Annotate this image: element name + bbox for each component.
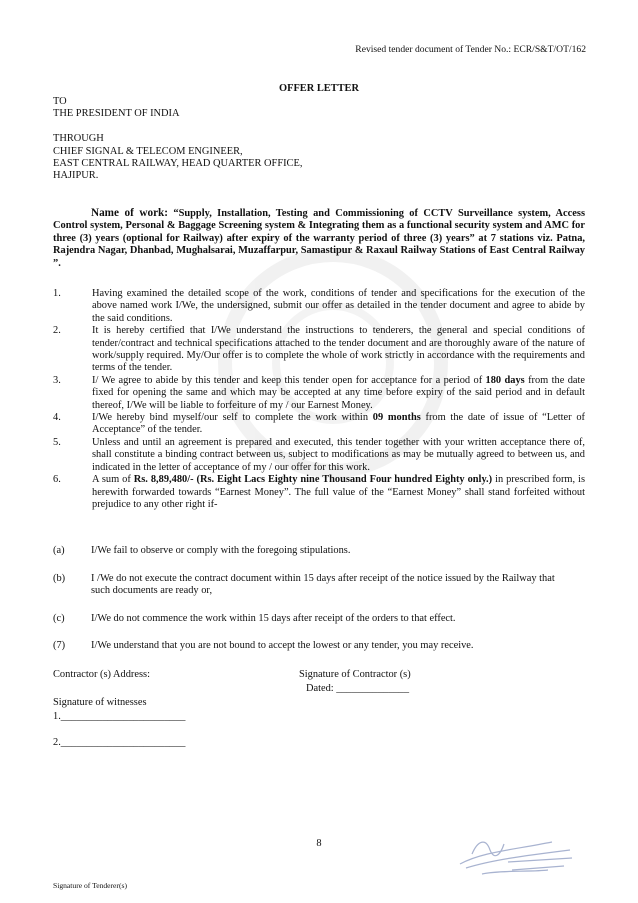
item-number: 2. — [53, 325, 61, 337]
list-item — [53, 437, 585, 474]
contractor-address-label: Contractor (s) Address: — [53, 669, 150, 680]
condition-item — [53, 613, 585, 625]
witness-1-line: 1.________________________ — [53, 711, 186, 722]
terms-list — [53, 288, 585, 511]
earnest-money-amount: Rs. 8,89,480/- (Rs. Eight Lacs Eighty nine Thousand Four hundred Eighty only.) — [133, 474, 493, 486]
item-text: Having examined the detailed scope of the work, conditions of tender and specifications for the execution of the above named work I/We, the undersigned, submit our offer as detailed in the tender document and agree to abide by the said conditions. — [92, 288, 585, 324]
item-number: 5. — [53, 436, 61, 448]
address-line: EAST CENTRAL RAILWAY, HEAD QUARTER OFFICE, — [53, 157, 303, 169]
condition-number: (b) — [53, 573, 66, 584]
witness-2-line: 2.________________________ — [53, 737, 186, 748]
condition-number: (c) — [53, 613, 65, 624]
address-line — [53, 121, 302, 133]
dated-field: Dated: ______________ — [306, 683, 410, 694]
page-number: 8 — [316, 838, 322, 849]
item-text — [92, 474, 585, 511]
condition-item — [53, 573, 558, 598]
page-title: OFFER LETTER — [279, 83, 359, 94]
name-of-work-text: “Supply, Installation, Testing and Commissioning of CCTV Surveillance system, Access Control system, Personal & Baggage Screening system & Integrating them as a functional security system and AMC for three (3) years (optional for Railway) after expiry of the warranty period of three (3) years” at 7 stations viz. Patna, Rajendra Nagar, Dhanbad, Mughalsarai, Muzaffarpur, Samastipur & Raxaul Railway Stations of East Central Railway ”. — [53, 208, 585, 269]
condition-text: I/We fail to observe or comply with the foregoing stipulations. — [91, 545, 351, 556]
address-line: CHIEF SIGNAL & TELECOM ENGINEER, — [53, 145, 243, 157]
condition-text: I/We understand that you are not bound to accept the lowest or any tender, you may receive. — [91, 640, 474, 651]
condition-number: (7) — [53, 640, 66, 651]
list-item — [53, 375, 585, 412]
list-item — [53, 412, 585, 437]
completion-period: 09 months — [372, 412, 421, 424]
list-item — [53, 474, 585, 511]
item-text-part: from the date of issue of “Letter of Acceptance” of the tender. — [92, 412, 585, 436]
condition-item — [53, 640, 585, 652]
item-number: 4. — [53, 412, 61, 424]
condition-text: I /We do not execute the contract document within 15 days after receipt of the notice issued by the Railway that such documents are ready or, — [91, 573, 555, 597]
item-number: 1. — [53, 288, 61, 299]
name-of-work — [53, 207, 585, 270]
tender-reference-header: Revised tender document of Tender No.: ECR/S&T/OT/162 — [355, 44, 586, 55]
list-item — [53, 288, 585, 325]
address-line: THROUGH — [53, 133, 104, 145]
item-number: 6. — [53, 474, 61, 486]
witnesses-label: Signature of witnesses — [53, 697, 147, 708]
validity-period: 180 days — [485, 374, 525, 386]
condition-number: (a) — [53, 545, 65, 556]
item-text: It is hereby certified that I/We understand the instructions to tenderers, the general and special conditions of tender/contract and technical specifications attached to the tender document and are thoroughly aware of the nature of work/supply required. My/Our offer is to complete the whole of work strictly in accordance with the requirements and terms of the tender. — [92, 325, 585, 374]
address-line: HAJIPUR. — [53, 170, 99, 182]
condition-item — [53, 545, 585, 557]
item-text: Unless and until an agreement is prepared and executed, this tender together with your written acceptance there of, shall constitute a binding contract between us, subject to modifications as may be mutually agreed to between us, and indicated in the letter of acceptance of my / our offer for this work. — [92, 436, 585, 473]
item-text — [92, 375, 585, 412]
item-text-part: A sum of — [92, 474, 134, 486]
address-block — [53, 96, 302, 183]
footer-signature-label: Signature of Tenderer(s) — [53, 881, 127, 890]
item-text — [92, 412, 585, 437]
address-line: TO — [53, 96, 67, 107]
item-text-part: I/ We agree to abide by this tender and keep this tender open for acceptance for a period of — [92, 374, 486, 386]
official-stamp-icon — [452, 830, 582, 878]
list-item — [53, 325, 585, 375]
item-text-part: from the date fixed for opening the same and which may be accepted at any time before expiry of the said period and in default thereof, I/We will be liable to forfeiture of my / our Earnest Money. — [92, 374, 585, 411]
name-of-work-label: Name of work: — [91, 207, 169, 219]
contractor-signature-label: Signature of Contractor (s) — [299, 669, 411, 680]
item-text-part: I/We hereby bind myself/our self to complete the work within — [92, 412, 373, 424]
condition-text: I/We do not commence the work within 15 days after receipt of the orders to that effect. — [91, 613, 456, 624]
address-line: THE PRESIDENT OF INDIA — [53, 108, 180, 120]
item-number: 3. — [53, 374, 61, 386]
item-text-part: in prescribed form, is herewith forwarded towards “Earnest Money”. The full value of the “Earnest Money” shall stand forfeited without prejudice to any other right if- — [92, 474, 585, 510]
